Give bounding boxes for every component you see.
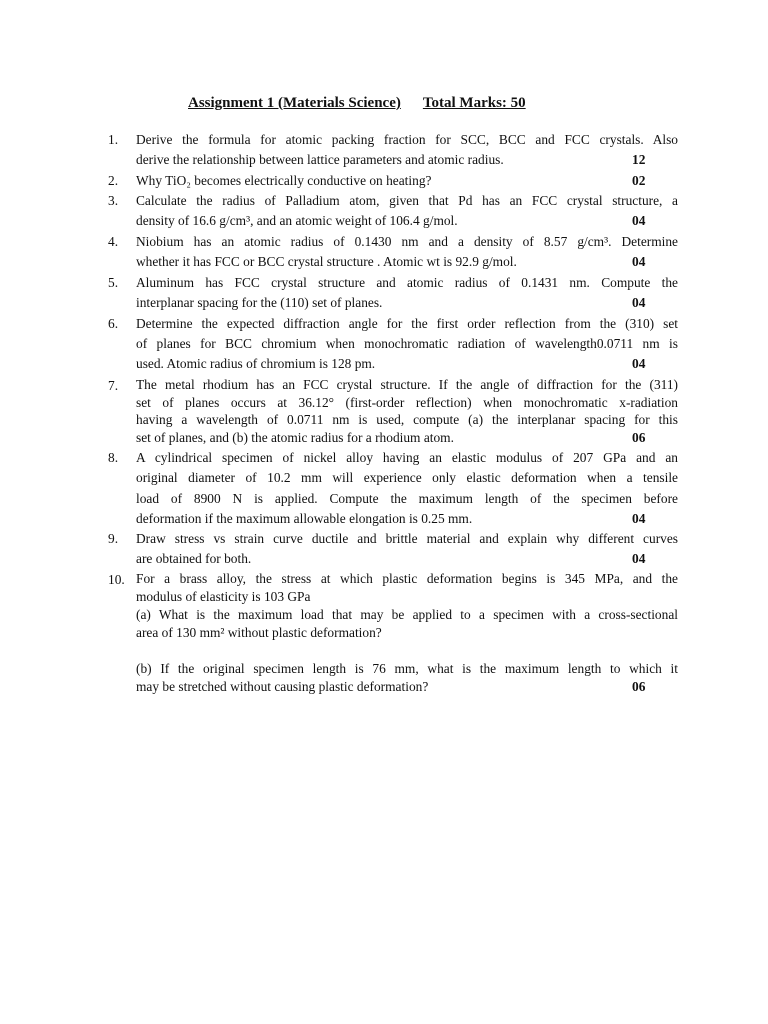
question-marks: 04 bbox=[632, 511, 646, 526]
question-line: used. Atomic radius of chromium is 128 pm. bbox=[136, 356, 376, 371]
question-10 bbox=[108, 570, 678, 696]
question-line: deformation if the maximum allowable elongation is 0.25 mm. bbox=[136, 510, 473, 526]
question-marks: 02 bbox=[632, 173, 646, 188]
question-number: 7. bbox=[108, 378, 119, 393]
question-1 bbox=[108, 130, 678, 170]
question-subpart-b: (b) If the original specimen length is 76 mm, what is the maximum length to which it bbox=[136, 661, 678, 676]
question-number: 3. bbox=[108, 193, 119, 208]
question-line: whether it has FCC or BCC crystal structure . Atomic wt is 92.9 g/mol. bbox=[136, 254, 517, 269]
question-4 bbox=[108, 232, 678, 272]
question-line: set of planes, and (b) the atomic radius for a rhodium atom. bbox=[136, 429, 454, 445]
question-line: derive the relationship between lattice parameters and atomic radius. bbox=[136, 152, 504, 167]
question-number: 6. bbox=[108, 316, 119, 331]
question-marks: 12 bbox=[632, 152, 646, 167]
question-number: 1. bbox=[108, 132, 119, 147]
question-marks: 06 bbox=[632, 679, 646, 694]
question-8 bbox=[108, 448, 678, 529]
question-line: having a wavelength of 0.0711 nm is used, compute (a) the interplanar spacing for this bbox=[136, 412, 678, 427]
question-marks: 04 bbox=[632, 213, 646, 228]
question-line: A cylindrical specimen of nickel alloy having an elastic modulus of 207 GPa and an bbox=[136, 450, 678, 465]
question-line: are obtained for both. bbox=[136, 551, 252, 566]
question-line: modulus of elasticity is 103 GPa bbox=[136, 589, 311, 604]
spacer bbox=[136, 642, 678, 660]
question-line: For a brass alloy, the stress at which plastic deformation begins is 345 MPa, and the bbox=[136, 571, 678, 586]
question-2 bbox=[108, 171, 678, 191]
question-line: of planes for BCC chromium when monochromatic radiation of wavelength0.0711 nm is bbox=[136, 336, 678, 351]
question-marks: 06 bbox=[632, 430, 646, 445]
assignment-title: Assignment 1 (Materials Science) bbox=[188, 95, 401, 111]
question-line: load of 8900 N is applied. Compute the maximum length of the specimen before bbox=[136, 490, 678, 506]
question-line: Calculate the radius of Palladium atom, given that Pd has an FCC crystal structure, a bbox=[136, 193, 678, 208]
question-subpart-a: (a) What is the maximum load that may be applied to a specimen with a cross-sectional bbox=[136, 607, 678, 622]
question-line: Aluminum has FCC crystal structure and atomic radius of 0.1431 nm. Compute the bbox=[136, 275, 678, 290]
question-line: Why TiO₂ becomes electrically conductive on heating? bbox=[136, 173, 432, 188]
question-number: 10. bbox=[108, 572, 125, 587]
question-line: may be stretched without causing plastic deformation? bbox=[136, 679, 429, 694]
question-marks: 04 bbox=[632, 254, 646, 269]
question-number: 8. bbox=[108, 450, 119, 465]
question-line: area of 130 mm² without plastic deformation? bbox=[136, 625, 382, 640]
question-7 bbox=[108, 376, 678, 446]
question-5 bbox=[108, 273, 678, 313]
question-line: original diameter of 10.2 mm will experience only elastic deformation when a tensile bbox=[136, 470, 678, 486]
question-marks: 04 bbox=[632, 295, 646, 310]
question-number: 4. bbox=[108, 234, 119, 249]
question-9 bbox=[108, 529, 678, 569]
question-line: Determine the expected diffraction angle for the first order reflection from the (310) set bbox=[136, 316, 678, 331]
question-line: Draw stress vs strain curve ductile and brittle material and explain why different curves bbox=[136, 531, 678, 546]
question-line: Niobium has an atomic radius of 0.1430 nm and a density of 8.57 g/cm³. Determine bbox=[136, 234, 678, 249]
question-marks: 04 bbox=[632, 551, 646, 566]
question-number: 5. bbox=[108, 275, 119, 290]
question-marks: 04 bbox=[632, 356, 646, 371]
question-line: Derive the formula for atomic packing fraction for SCC, BCC and FCC crystals. Also bbox=[136, 132, 678, 147]
page-title bbox=[188, 95, 526, 112]
question-number: 2. bbox=[108, 173, 119, 188]
question-line: density of 16.6 g/cm³, and an atomic weight of 106.4 g/mol. bbox=[136, 213, 458, 228]
question-number: 9. bbox=[108, 531, 119, 546]
question-6 bbox=[108, 314, 678, 374]
question-line: interplanar spacing for the (110) set of planes. bbox=[136, 295, 383, 310]
total-marks: Total Marks: 50 bbox=[422, 95, 526, 111]
question-line: The metal rhodium has an FCC crystal structure. If the angle of diffraction for the (311) bbox=[136, 377, 678, 392]
question-3 bbox=[108, 191, 678, 231]
question-line: set of planes occurs at 36.12° (first-order reflection) when monochromatic x-radiation bbox=[136, 394, 678, 410]
